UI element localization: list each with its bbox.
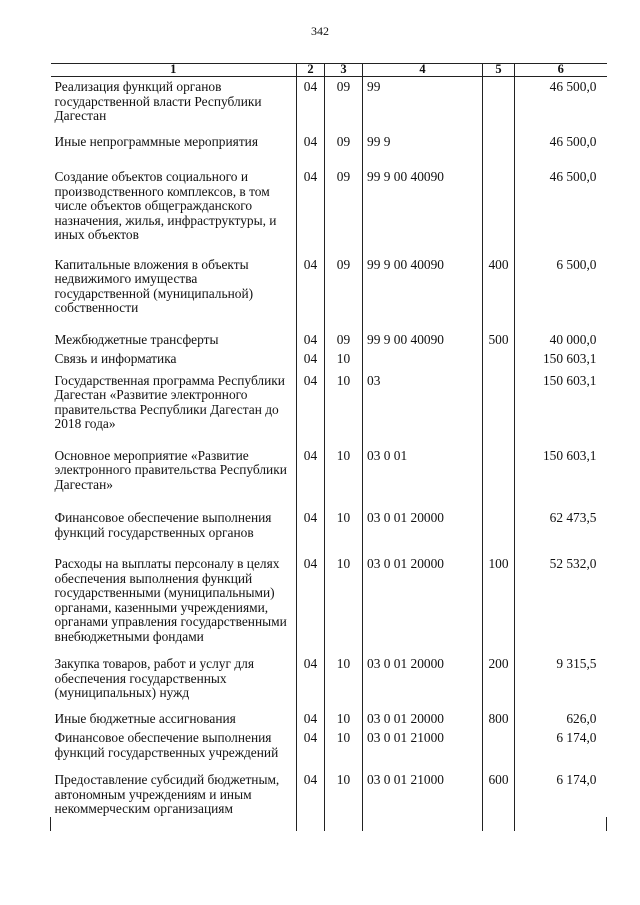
- row-subsection: 09: [325, 255, 363, 330]
- row-name: Предоставление субсидий бюджетным, автономным учреждениям и иным некоммерческим организациям: [51, 770, 297, 817]
- row-subsection: 10: [325, 508, 363, 554]
- table-row: [51, 255, 607, 330]
- table-row: [51, 446, 607, 509]
- row-expense-type: 600: [483, 770, 515, 817]
- row-subsection: 10: [325, 371, 363, 446]
- row-expense-type: [483, 349, 515, 371]
- table-row: [51, 349, 607, 371]
- row-subsection: 10: [325, 709, 363, 729]
- row-name: Финансовое обеспечение выполнения функций государственных учреждений: [51, 728, 297, 770]
- column-header-expense-type: 5: [483, 64, 515, 77]
- row-name: Капитальные вложения в объекты недвижимого имущества государственной (муниципальной) собственности: [51, 255, 297, 330]
- table-row: [51, 167, 607, 255]
- table-header-row: [51, 64, 607, 77]
- row-expense-type: 200: [483, 654, 515, 709]
- table-continuation: [51, 817, 607, 831]
- column-header-target-code: 4: [363, 64, 483, 77]
- table-continuation-cell: [325, 817, 363, 831]
- row-target-code: [363, 349, 483, 371]
- row-amount: 6 174,0: [515, 770, 607, 817]
- row-amount: 46 500,0: [515, 132, 607, 168]
- row-section: 04: [297, 349, 325, 371]
- row-section: 04: [297, 167, 325, 255]
- row-expense-type: [483, 167, 515, 255]
- row-target-code: 03 0 01: [363, 446, 483, 509]
- row-name: Иные бюджетные ассигнования: [51, 709, 297, 729]
- row-subsection: 10: [325, 446, 363, 509]
- row-section: 04: [297, 654, 325, 709]
- row-expense-type: 100: [483, 554, 515, 654]
- row-expense-type: [483, 132, 515, 168]
- row-amount: 6 174,0: [515, 728, 607, 770]
- row-expense-type: [483, 508, 515, 554]
- row-expense-type: 400: [483, 255, 515, 330]
- row-section: 04: [297, 77, 325, 132]
- row-name: Иные непрограммные мероприятия: [51, 132, 297, 168]
- table-continuation-cell: [51, 817, 297, 831]
- row-subsection: 09: [325, 167, 363, 255]
- table-row: [51, 654, 607, 709]
- row-expense-type: [483, 371, 515, 446]
- row-expense-type: 500: [483, 330, 515, 350]
- row-amount: 9 315,5: [515, 654, 607, 709]
- table-continuation-cell: [363, 817, 483, 831]
- row-name: Расходы на выплаты персоналу в целях обеспечения выполнения функций государственными (муниципальными) органами, казенными учреждениями, органами управления государственными внебюджетными фондами: [51, 554, 297, 654]
- row-section: 04: [297, 770, 325, 817]
- row-name: Финансовое обеспечение выполнения функций государственных органов: [51, 508, 297, 554]
- table-row: [51, 371, 607, 446]
- row-amount: 150 603,1: [515, 349, 607, 371]
- row-section: 04: [297, 446, 325, 509]
- column-header-subsection: 3: [325, 64, 363, 77]
- row-target-code: 99 9 00 40090: [363, 330, 483, 350]
- row-subsection: 09: [325, 330, 363, 350]
- table-continuation-cell: [515, 817, 607, 831]
- row-amount: 626,0: [515, 709, 607, 729]
- row-expense-type: [483, 446, 515, 509]
- row-amount: 150 603,1: [515, 371, 607, 446]
- row-subsection: 09: [325, 77, 363, 132]
- row-subsection: 10: [325, 728, 363, 770]
- row-subsection: 10: [325, 554, 363, 654]
- column-header-name: 1: [51, 64, 297, 77]
- table-body: [51, 77, 607, 831]
- table-row: [51, 554, 607, 654]
- row-subsection: 10: [325, 770, 363, 817]
- row-target-code: 03 0 01 20000: [363, 709, 483, 729]
- row-name: Основное мероприятие «Развитие электронного правительства Республики Дагестан»: [51, 446, 297, 509]
- table-row: [51, 728, 607, 770]
- row-expense-type: [483, 728, 515, 770]
- row-amount: 52 532,0: [515, 554, 607, 654]
- row-amount: 46 500,0: [515, 77, 607, 132]
- row-name: Государственная программа Республики Дагестан «Развитие электронного правительства Республики Дагестан до 2018 года»: [51, 371, 297, 446]
- row-amount: 46 500,0: [515, 167, 607, 255]
- budget-table: [50, 63, 607, 831]
- row-amount: 62 473,5: [515, 508, 607, 554]
- column-header-amount: 6: [515, 64, 607, 77]
- row-section: 04: [297, 554, 325, 654]
- row-target-code: 03 0 01 20000: [363, 508, 483, 554]
- row-name: Создание объектов социального и производственного комплексов, в том числе объектов общегражданского назначения, жилья, инфраструктуры, и иных объектов: [51, 167, 297, 255]
- row-amount: 6 500,0: [515, 255, 607, 330]
- table-row: [51, 508, 607, 554]
- row-target-code: 99 9 00 40090: [363, 255, 483, 330]
- row-target-code: 03 0 01 20000: [363, 554, 483, 654]
- row-name: Закупка товаров, работ и услуг для обеспечения государственных (муниципальных) нужд: [51, 654, 297, 709]
- row-target-code: 03 0 01 21000: [363, 770, 483, 817]
- row-subsection: 10: [325, 349, 363, 371]
- row-amount: 150 603,1: [515, 446, 607, 509]
- row-expense-type: [483, 77, 515, 132]
- row-name: Связь и информатика: [51, 349, 297, 371]
- table-continuation-cell: [483, 817, 515, 831]
- row-section: 04: [297, 255, 325, 330]
- table-row: [51, 77, 607, 132]
- row-subsection: 10: [325, 654, 363, 709]
- row-section: 04: [297, 132, 325, 168]
- row-subsection: 09: [325, 132, 363, 168]
- row-target-code: 03 0 01 20000: [363, 654, 483, 709]
- table-row: [51, 330, 607, 350]
- row-target-code: 03: [363, 371, 483, 446]
- row-section: 04: [297, 728, 325, 770]
- row-target-code: 99 9 00 40090: [363, 167, 483, 255]
- row-name: Реализация функций органов государственной власти Республики Дагестан: [51, 77, 297, 132]
- row-section: 04: [297, 330, 325, 350]
- row-section: 04: [297, 508, 325, 554]
- row-section: 04: [297, 371, 325, 446]
- row-target-code: 03 0 01 21000: [363, 728, 483, 770]
- row-amount: 40 000,0: [515, 330, 607, 350]
- row-target-code: 99: [363, 77, 483, 132]
- table-row: [51, 132, 607, 168]
- column-header-section: 2: [297, 64, 325, 77]
- table-row: [51, 770, 607, 817]
- row-name: Межбюджетные трансферты: [51, 330, 297, 350]
- table-continuation-cell: [297, 817, 325, 831]
- row-expense-type: 800: [483, 709, 515, 729]
- page-number: 342: [311, 24, 329, 38]
- table-row: [51, 709, 607, 729]
- row-target-code: 99 9: [363, 132, 483, 168]
- row-section: 04: [297, 709, 325, 729]
